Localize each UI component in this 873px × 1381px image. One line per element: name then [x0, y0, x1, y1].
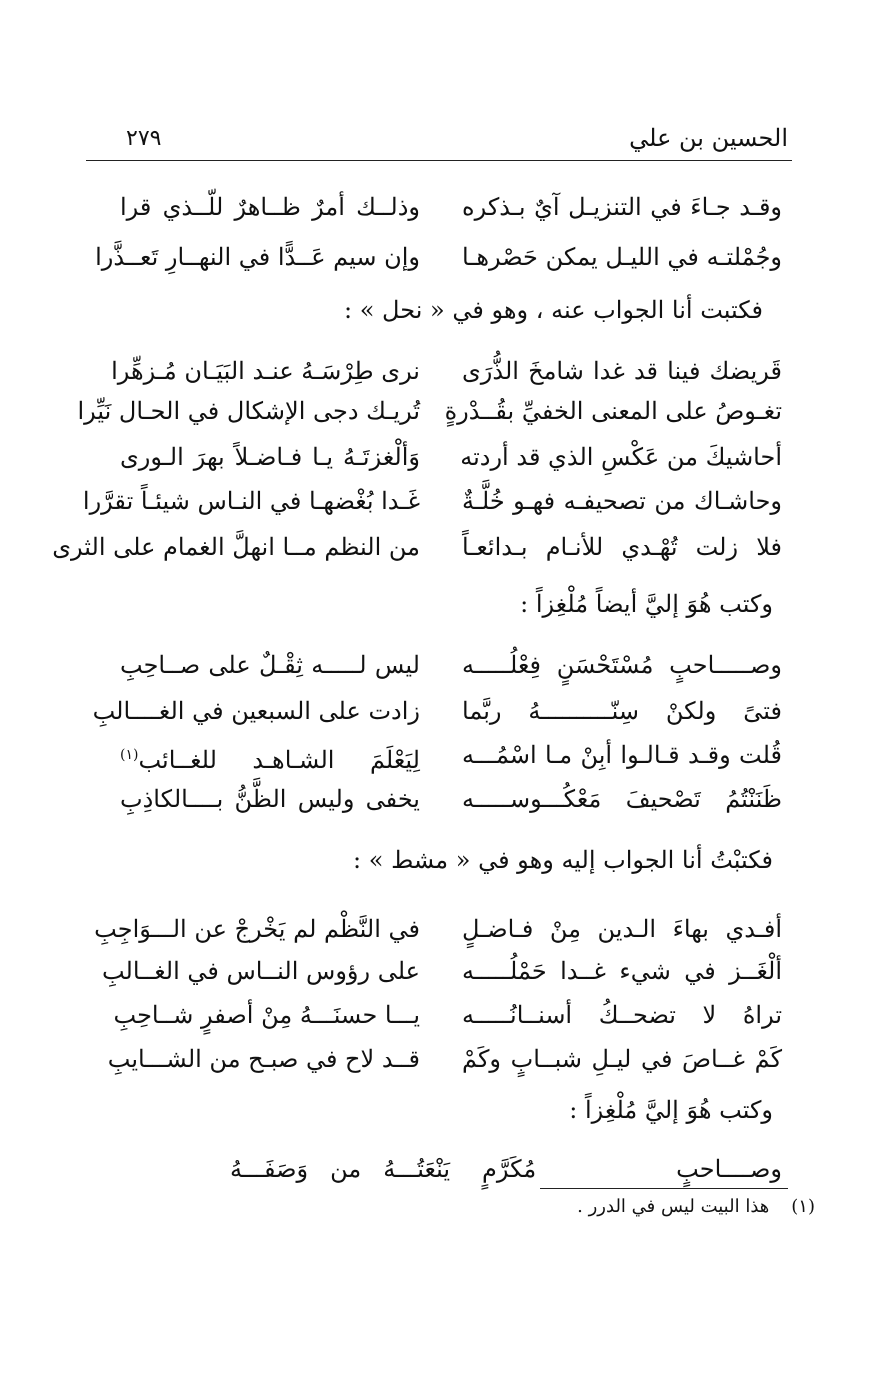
verse-first-hemistich: وقـد جـاءَ في التنزيـل آيٌ بـذكره — [462, 193, 782, 221]
verse-second-hemistich: يـــا حسنَـــهُ مِنْ أصفرٍ شــاحِبِ — [113, 1001, 420, 1029]
page-header — [88, 118, 788, 158]
verse-first-hemistich: فتىً ولكنْ سِنّــــــــــهُ ربَّما — [462, 697, 782, 725]
verse-first-hemistich: وصــــاحبٍ مُكَرَّمٍ — [482, 1155, 782, 1183]
verse-second-hemistich: على رؤوس النــاس في الغــالبِ — [101, 957, 420, 985]
prose-line: فكتبْتُ أنا الجواب إليه وهو في « مشط » : — [353, 846, 773, 874]
verse-first-hemistich: فلا زلت تُهْـدي للأنـام بـدائعـاً — [462, 533, 782, 561]
verse-line — [110, 1144, 790, 1194]
verse-second-hemistich: يَنْعَتُـــهُ من وَصَفَـــهُ — [230, 1155, 450, 1183]
verse-second-hemistich: غَـدا بُغْضهـا في النـاس شيئـاً تقرَّرا — [82, 487, 420, 515]
verse-second-hemistich: قــد لاح في صبـح من الشـــايبِ — [107, 1045, 420, 1073]
verse-second-hemistich: زادت على السبعين في الغــــالبِ — [92, 697, 420, 725]
verse-second-hemistich: من النظم مــا انهلَّ الغمام على الثرى — [52, 533, 420, 561]
verse-line — [82, 476, 790, 526]
verse-second-hemistich: في النَّظْم لم يَخْرجْ عن الـــوَاجِبِ — [94, 915, 420, 943]
verse-line — [110, 182, 790, 232]
verse-line — [107, 1034, 790, 1084]
verse-second-hemistich: نرى طِرْسَـهُ عنـد البَيَـان مُـزهِّرا — [111, 357, 420, 385]
verse-first-hemistich: قَريضك فينا قد غدا شامخَ الذُّرَى — [462, 357, 782, 385]
verse-first-hemistich: وجُمْلتـه في الليـل يمكن حَصْرهـا — [462, 243, 782, 271]
verse-first-hemistich: أحاشيكَ من عَكْسِ الذي قد أردته — [460, 443, 782, 471]
prose-line: وكتب هُوَ إليَّ مُلْغِزاً : — [569, 1096, 773, 1124]
verse-first-hemistich: كَمْ غــاصَ في ليـلِ شبــابٍ وكَمْ — [462, 1045, 782, 1073]
footnote-reference: (١) — [120, 747, 139, 763]
running-title: الحسين بن علي — [629, 124, 788, 152]
verse-line — [52, 522, 790, 572]
verse-first-hemistich: قُلت وقـد قـالـوا أبِنْ مـا اسْمُـــه — [462, 741, 782, 769]
verse-line — [95, 232, 790, 282]
verse-first-hemistich: ظَنَنْتُمُ تَصْحيفَ مَعْكُـــوســـــه — [462, 785, 782, 813]
footnote-rule — [540, 1188, 788, 1189]
verse-second-hemistich: وإن سيم عَــدًّا في النهــارِ تَعــذَّرا — [95, 243, 420, 271]
verse-line — [101, 946, 790, 996]
verse-first-hemistich: تغـوصُ على المعنى الخفيِّ بقُــدْرةٍ — [444, 397, 782, 425]
verse-first-hemistich: وحاشـاك من تصحيفـه فهـو خُلَّـةٌ — [462, 487, 782, 515]
footnote-mark: (١) — [791, 1196, 815, 1217]
verse-line — [110, 730, 790, 780]
verse-line — [110, 640, 790, 690]
footnote-text: هذا البيت ليس في الدرر . — [577, 1196, 770, 1217]
verse-second-hemistich: يخفى وليس الظَّنُّ بــــالكاذِبِ — [120, 785, 420, 813]
page-number: ٢٧٩ — [126, 126, 162, 151]
verse-first-hemistich: وصـــــاحبٍ مُسْتَحْسَنٍ فِعْلُـــــه — [462, 651, 782, 679]
verse-second-hemistich: وذلــك أمرٌ ظــاهرٌ للّــذي قرا — [120, 193, 420, 221]
prose-line: وكتب هُوَ إليَّ أيضاً مُلْغِزاً : — [520, 590, 773, 618]
verse-line — [110, 432, 790, 482]
verse-second-hemistich: وَألْغزتَـهُ يـا فـاضـلاً بهرَ الـورى — [120, 443, 420, 471]
header-rule — [86, 160, 792, 161]
verse-first-hemistich: تراهُ لا تضحــكُ أسنــانُـــــه — [462, 1001, 782, 1029]
verse-line — [92, 686, 790, 736]
verse-second-hemistich: ليس لـــــه ثِقْـلٌ على صــاحِبِ — [120, 651, 420, 679]
verse-line — [110, 990, 790, 1040]
verse-first-hemistich: أفـدي بهاءَ الـدين مِنْ فـاضـلٍ — [462, 915, 782, 943]
prose-line: فكتبت أنا الجواب عنه ، وهو في « نحل » : — [344, 296, 763, 324]
verse-line — [110, 774, 790, 824]
footnote — [577, 1192, 815, 1222]
verse-line — [77, 386, 790, 436]
verse-second-hemistich: تُريـك دجى الإشكال في الحـال نَيِّرا — [77, 397, 420, 425]
verse-first-hemistich: ألْغَــز في شيء غــدا حَمْلُـــــه — [462, 957, 782, 985]
verse-second-hemistich-text: لِيَعْلَمَ الشـاهـد للغــائب — [138, 746, 420, 774]
